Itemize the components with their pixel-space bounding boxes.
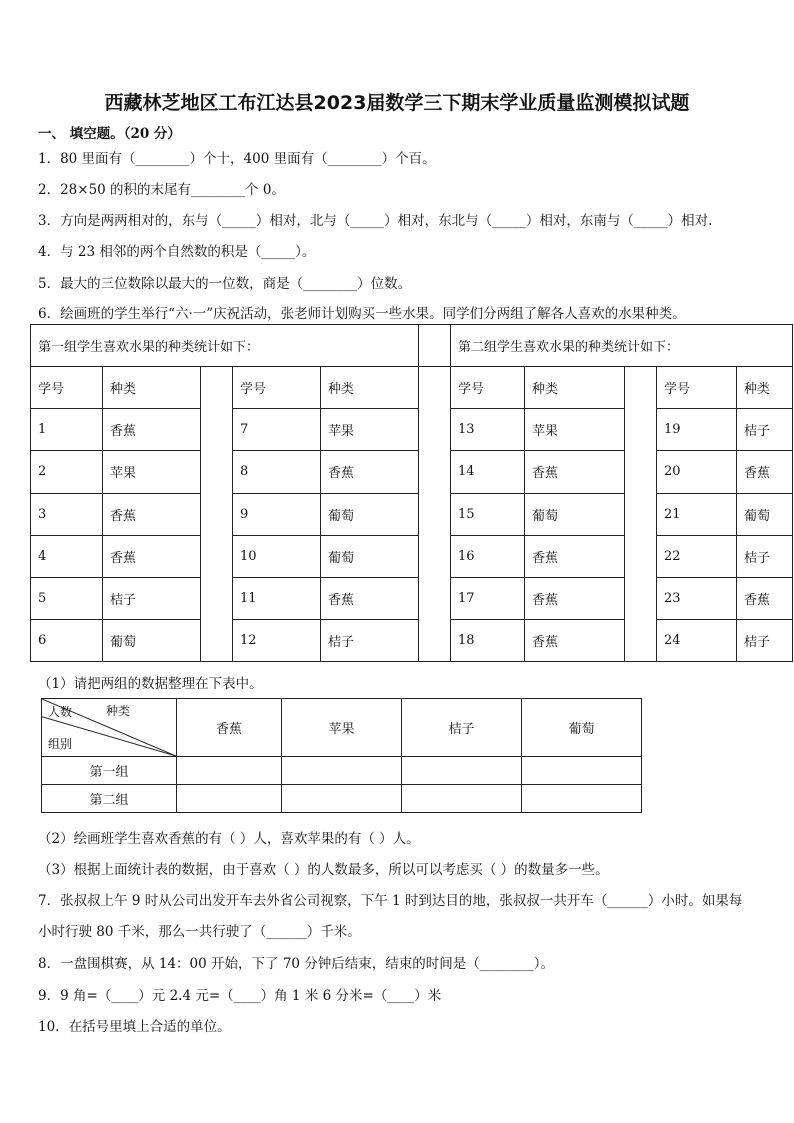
question-6-part-2: （2）绘画班学生喜欢香蕉的有（ ）人，喜欢苹果的有（ ）人。: [38, 831, 420, 847]
student-id: 11: [233, 577, 321, 619]
table-row: [31, 493, 793, 535]
fruit-kind: 葡萄: [321, 535, 419, 577]
fruit-kind: 香蕉: [525, 535, 625, 577]
question-6-part-3: （3）根据上面统计表的数据，由于喜欢（ ）的人数最多，所以可以考虑买（ ）的数量多一些。: [38, 862, 609, 878]
answer-cell[interactable]: [282, 757, 402, 785]
question-10: 10．在括号里填上合适的单位。: [38, 1019, 231, 1035]
table-gap: [419, 325, 451, 367]
fruit-survey-table: [30, 324, 793, 662]
fruit-kind: 香蕉: [103, 493, 201, 535]
group1-title: 第一组学生喜欢水果的种类统计如下：: [31, 325, 419, 367]
student-id: 1: [31, 409, 103, 451]
question-3: 3．方向是两两相对的，东与（_____）相对，北与（_____）相对，东北与（_____）相对，东南与（_____）相对.: [38, 213, 713, 229]
question-1: 1．80 里面有（________）个十，400 里面有（________）个百。: [38, 151, 436, 167]
question-6-part-1: （1）请把两组的数据整理在下表中。: [38, 676, 263, 692]
question-4: 4．与 23 相邻的两个自然数的积是（_____）。: [38, 244, 316, 260]
answer-cell[interactable]: [177, 757, 282, 785]
student-id: 23: [657, 577, 737, 619]
corner-kind-label: 种类: [106, 704, 131, 718]
student-id: 9: [233, 493, 321, 535]
header-id: 学号: [233, 367, 321, 409]
answer-cell[interactable]: [282, 785, 402, 813]
header-kind: 种类: [737, 367, 793, 409]
student-id: 13: [451, 409, 525, 451]
answer-cell[interactable]: [402, 757, 522, 785]
table-gap: [419, 367, 451, 662]
student-id: 3: [31, 493, 103, 535]
student-id: 10: [233, 535, 321, 577]
header-id: 学号: [31, 367, 103, 409]
student-id: 16: [451, 535, 525, 577]
fruit-kind: 香蕉: [321, 577, 419, 619]
student-id: 19: [657, 409, 737, 451]
student-id: 24: [657, 619, 737, 661]
fruit-kind: 葡萄: [103, 619, 201, 661]
student-id: 5: [31, 577, 103, 619]
page-title: 西藏林芝地区工布江达县2023届数学三下期末学业质量监测模拟试题: [104, 92, 690, 114]
section-heading: 一、 填空题。（20 分）: [38, 126, 181, 142]
group-label: 第一组: [42, 757, 177, 785]
question-8: 8．一盘围棋赛，从 14：00 开始，下了 70 分钟后结束，结束的时间是（________）。: [38, 956, 555, 972]
student-id: 7: [233, 409, 321, 451]
fruit-kind: 桔子: [737, 619, 793, 661]
student-id: 12: [233, 619, 321, 661]
group-label: 第二组: [42, 785, 177, 813]
student-id: 17: [451, 577, 525, 619]
fruit-kind: 葡萄: [525, 493, 625, 535]
table-row: [31, 619, 793, 661]
fruit-kind: 葡萄: [321, 493, 419, 535]
table-row: [31, 451, 793, 493]
fruit-kind: 葡萄: [737, 493, 793, 535]
question-6: 6．绘画班的学生举行“六·一”庆祝活动，张老师计划购买一些水果。同学们分两组了解各人喜欢的水果种类。: [38, 306, 686, 322]
answer-cell[interactable]: [402, 785, 522, 813]
table-row: [42, 757, 642, 785]
fruit-kind: 桔子: [103, 577, 201, 619]
student-id: 18: [451, 619, 525, 661]
header-kind: 种类: [103, 367, 201, 409]
corner-group-label: 组别: [48, 737, 73, 751]
student-id: 6: [31, 619, 103, 661]
fruit-header: 苹果: [282, 699, 402, 757]
fruit-header: 葡萄: [522, 699, 642, 757]
student-id: 21: [657, 493, 737, 535]
table-row: [42, 785, 642, 813]
header-id: 学号: [451, 367, 525, 409]
answer-cell[interactable]: [522, 757, 642, 785]
diagonal-header-cell: [42, 699, 177, 757]
fruit-kind: 桔子: [737, 535, 793, 577]
tally-table: [41, 698, 642, 813]
question-7-line-2: 小时行驶 80 千米，那么一共行驶了（______）千米。: [38, 924, 361, 940]
table-gap: [625, 367, 657, 662]
student-id: 4: [31, 535, 103, 577]
corner-people-label: 人数: [48, 705, 73, 719]
group2-title: 第二组学生喜欢水果的种类统计如下：: [451, 325, 793, 367]
student-id: 8: [233, 451, 321, 493]
fruit-kind: 桔子: [737, 409, 793, 451]
header-id: 学号: [657, 367, 737, 409]
question-7-line-1: 7．张叔叔上午 9 时从公司出发开车去外省公司视察，下午 1 时到达目的地，张叔叔一共开车（______）小时。如果每: [38, 893, 743, 909]
fruit-kind: 香蕉: [525, 451, 625, 493]
question-2: 2．28×50 的积的末尾有________个 0。: [38, 182, 285, 198]
answer-cell[interactable]: [522, 785, 642, 813]
fruit-kind: 香蕉: [737, 451, 793, 493]
answer-cell[interactable]: [177, 785, 282, 813]
fruit-kind: 香蕉: [321, 451, 419, 493]
fruit-kind: 苹果: [525, 409, 625, 451]
student-id: 2: [31, 451, 103, 493]
fruit-kind: 苹果: [321, 409, 419, 451]
header-kind: 种类: [525, 367, 625, 409]
fruit-kind: 桔子: [321, 619, 419, 661]
question-5: 5．最大的三位数除以最大的一位数，商是（________）位数。: [38, 276, 412, 292]
table-row: [31, 577, 793, 619]
student-id: 14: [451, 451, 525, 493]
student-id: 15: [451, 493, 525, 535]
fruit-kind: 香蕉: [525, 619, 625, 661]
student-id: 22: [657, 535, 737, 577]
fruit-header: 桔子: [402, 699, 522, 757]
fruit-kind: 香蕉: [103, 535, 201, 577]
table-row: [31, 409, 793, 451]
student-id: 20: [657, 451, 737, 493]
fruit-kind: 苹果: [103, 451, 201, 493]
fruit-kind: 香蕉: [103, 409, 201, 451]
table-row: [31, 535, 793, 577]
fruit-kind: 香蕉: [737, 577, 793, 619]
fruit-header: 香蕉: [177, 699, 282, 757]
header-kind: 种类: [321, 367, 419, 409]
table-gap: [201, 367, 233, 662]
question-9: 9．9 角=（____）元 2.4 元=（____）角 1 米 6 分米=（____）米: [38, 988, 442, 1004]
fruit-kind: 香蕉: [525, 577, 625, 619]
